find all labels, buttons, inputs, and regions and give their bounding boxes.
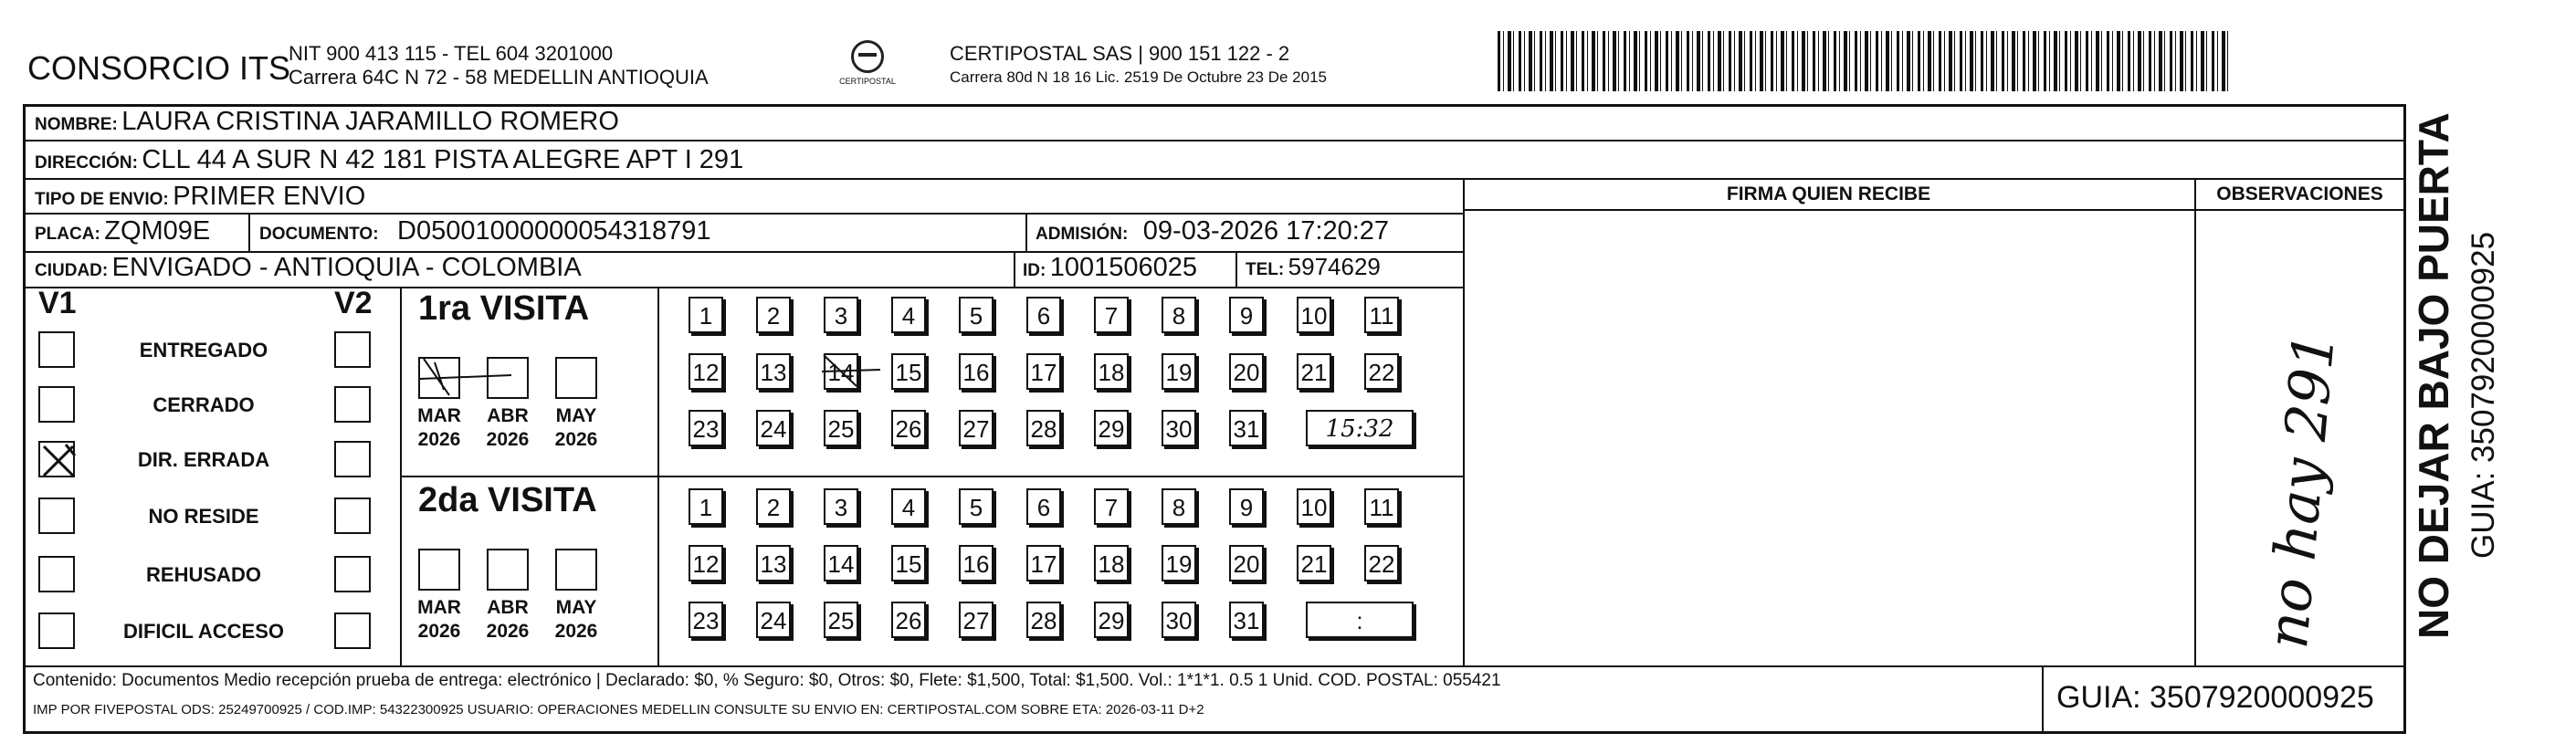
first-day-box[interactable]: 1 (689, 297, 723, 333)
first-day-box[interactable]: 20 (1229, 353, 1264, 390)
second-month-label: MAR 2026 (417, 597, 461, 642)
second-day-box[interactable]: 16 (959, 545, 994, 581)
first-day-box[interactable]: 23 (689, 410, 723, 446)
v1-checkbox[interactable] (38, 331, 75, 368)
id-row (1023, 253, 1197, 283)
second-visit-title: 2da VISITA (418, 481, 597, 519)
v1-checkbox[interactable] (38, 556, 75, 592)
company-name: CONSORCIO ITS (27, 49, 291, 87)
first-day-box[interactable]: 19 (1162, 353, 1196, 390)
address-line: Carrera 64C N 72 - 58 MEDELLIN ANTIOQUIA (289, 66, 709, 89)
v1-header: V1 (38, 286, 77, 320)
observation-note: no hay 291 (2254, 330, 2348, 652)
second-day-box[interactable]: 20 (1229, 545, 1264, 581)
first-day-box[interactable]: 28 (1026, 410, 1061, 446)
status-label: CERRADO (152, 393, 255, 416)
v1-checkbox[interactable] (38, 386, 75, 423)
second-day-box[interactable]: 1 (689, 488, 723, 525)
first-day-box[interactable]: 18 (1094, 353, 1129, 390)
nombre-value: LAURA CRISTINA JARAMILLO ROMERO (121, 107, 619, 136)
documento-row (259, 216, 711, 246)
direccion-row (35, 145, 743, 175)
tel-value: 5974629 (1288, 253, 1381, 280)
admision-label: ADMISIÓN: (1036, 225, 1129, 244)
first-day-box[interactable]: 9 (1229, 297, 1264, 333)
second-day-box[interactable]: 5 (959, 488, 994, 525)
certipostal-logo (831, 40, 904, 97)
second-day-box[interactable]: 4 (891, 488, 926, 525)
second-day-box[interactable]: 23 (689, 602, 723, 638)
first-day-box[interactable]: 13 (756, 353, 791, 390)
footer-print-info: IMP POR FIVEPOSTAL ODS: 25249700925 / COD.IMP: 54322300925 USUARIO: OPERACIONES MEDELLIN CONSULTE SU ENVIO EN: CERTIPOSTAL.COM SOBRE ETA: 2026-03-11 D+2 (33, 702, 1204, 717)
second-day-box[interactable]: 13 (756, 545, 791, 581)
v2-checkbox[interactable] (334, 386, 371, 423)
second-day-box[interactable]: 17 (1026, 545, 1061, 581)
first-day-box[interactable]: 11 (1364, 297, 1399, 333)
first-day-box[interactable]: 25 (824, 410, 858, 446)
barcode (1498, 31, 2228, 91)
second-day-box[interactable]: 22 (1364, 545, 1399, 581)
certipostal-address: Carrera 80d N 18 16 Lic. 2519 De Octubre 23 De 2015 (950, 68, 1327, 86)
first-day-box[interactable]: 15 (891, 353, 926, 390)
delivery-form (23, 104, 2406, 734)
check-mark-icon (40, 443, 77, 479)
v2-checkbox[interactable] (334, 331, 371, 368)
status-label: ENTREGADO (139, 339, 268, 361)
first-day-box[interactable]: 7 (1094, 297, 1129, 333)
second-day-box[interactable]: 25 (824, 602, 858, 638)
direccion-value: CLL 44 A SUR N 42 181 PISTA ALEGRE APT I 291 (142, 145, 744, 174)
second-day-box[interactable]: 26 (891, 602, 926, 638)
first-month-label: MAR 2026 (417, 405, 461, 450)
tel-label: TEL: (1246, 260, 1285, 279)
firma-header: FIRMA QUIEN RECIBE (1726, 183, 1931, 204)
nombre-label: NOMBRE: (35, 115, 118, 134)
first-day-box[interactable]: 2 (756, 297, 791, 333)
first-day-box[interactable]: 12 (689, 353, 723, 390)
status-label: REHUSADO (146, 563, 261, 586)
second-day-box[interactable]: 24 (756, 602, 791, 638)
second-day-box[interactable]: 27 (959, 602, 994, 638)
second-day-box[interactable]: 12 (689, 545, 723, 581)
v2-checkbox[interactable] (334, 613, 371, 649)
second-day-box[interactable]: 10 (1297, 488, 1331, 525)
admision-value: 09-03-2026 17:20:27 (1142, 216, 1390, 246)
v2-checkbox[interactable] (334, 556, 371, 592)
certipostal-line: CERTIPOSTAL SAS | 900 151 122 - 2 (950, 42, 1290, 65)
tipo-label: TIPO DE ENVIO: (35, 190, 169, 209)
v2-header: V2 (334, 286, 373, 320)
status-label: DIR. ERRADA (137, 448, 270, 471)
tel-row (1246, 253, 1381, 281)
second-day-box[interactable]: 19 (1162, 545, 1196, 581)
v2-checkbox[interactable] (334, 497, 371, 534)
second-day-box[interactable]: 2 (756, 488, 791, 525)
logo-text: CERTIPOSTAL (839, 77, 896, 86)
second-day-box[interactable]: 15 (891, 545, 926, 581)
second-month-box[interactable] (487, 549, 529, 591)
first-month-box[interactable] (418, 357, 460, 399)
strike-mark-icon (820, 350, 884, 395)
placa-row (35, 216, 210, 246)
first-day-box[interactable]: 10 (1297, 297, 1331, 333)
footer-content: Contenido: Documentos Medio recepción prueba de entrega: electrónico | Declarado: $0, % Seguro: $0, Otros: $0, Flete: $1,500, Total: $1,500. Vol.: 1*1*1. 0.5 1 Unid. COD. POSTAL: 055421 (33, 671, 1501, 690)
first-day-box[interactable]: 3 (824, 297, 858, 333)
second-day-box[interactable]: 6 (1026, 488, 1061, 525)
second-day-box[interactable]: 8 (1162, 488, 1196, 525)
first-visit-title: 1ra VISITA (418, 289, 590, 328)
first-day-box[interactable]: 6 (1026, 297, 1061, 333)
second-day-box[interactable]: 18 (1094, 545, 1129, 581)
id-label: ID: (1023, 261, 1046, 280)
first-day-box[interactable]: 22 (1364, 353, 1399, 390)
first-day-box[interactable]: 26 (891, 410, 926, 446)
tipo-row (35, 182, 365, 212)
first-time-box[interactable]: 15:32 (1306, 410, 1414, 446)
ciudad-row (35, 253, 582, 283)
second-day-box[interactable]: 21 (1297, 545, 1331, 581)
v1-checkbox[interactable] (38, 497, 75, 534)
first-day-box[interactable]: 27 (959, 410, 994, 446)
nombre-row (35, 107, 619, 137)
logo-icon (851, 40, 884, 73)
second-month-label: MAY 2026 (554, 597, 598, 642)
documento-label: DOCUMENTO: (259, 225, 379, 244)
first-day-box[interactable]: 8 (1162, 297, 1196, 333)
id-value: 1001506025 (1049, 253, 1198, 282)
first-day-box[interactable]: 14 (824, 353, 858, 390)
first-month-label: MAY 2026 (554, 405, 598, 450)
first-day-box[interactable]: 24 (756, 410, 791, 446)
second-day-box[interactable]: 31 (1229, 602, 1264, 638)
v2-checkbox[interactable] (334, 441, 371, 477)
first-month-box[interactable] (555, 357, 597, 399)
second-day-box[interactable]: 29 (1094, 602, 1129, 638)
placa-value: ZQM09E (104, 216, 211, 246)
second-day-box[interactable]: 28 (1026, 602, 1061, 638)
direccion-label: DIRECCIÓN: (35, 153, 138, 173)
second-day-box[interactable]: 9 (1229, 488, 1264, 525)
second-day-box[interactable]: 11 (1364, 488, 1399, 525)
placa-label: PLACA: (35, 225, 100, 244)
status-label: NO RESIDE (148, 505, 259, 528)
footer-guia: GUIA: 3507920000925 (2056, 680, 2374, 715)
admision-row (1036, 216, 1389, 246)
side-guia: GUIA: 3507920000925 (2466, 231, 2501, 559)
second-day-box[interactable]: 3 (824, 488, 858, 525)
no-dejar-warning: NO DEJAR BAJO PUERTA (2410, 112, 2457, 639)
v1-checkbox[interactable] (38, 441, 75, 477)
ciudad-label: CIUDAD: (35, 261, 109, 280)
certipostal-info (950, 42, 1327, 89)
second-month-box[interactable] (555, 549, 597, 591)
first-month-label: ABR 2026 (486, 405, 530, 450)
v1-checkbox[interactable] (38, 613, 75, 649)
observaciones-header: OBSERVACIONES (2216, 183, 2383, 204)
ciudad-value: ENVIGADO - ANTIOQUIA - COLOMBIA (111, 253, 582, 282)
second-day-box[interactable]: 7 (1094, 488, 1129, 525)
second-month-box[interactable] (418, 549, 460, 591)
first-day-box[interactable]: 5 (959, 297, 994, 333)
first-month-box[interactable] (487, 357, 529, 399)
tipo-value: PRIMER ENVIO (173, 182, 366, 211)
nit-line: NIT 900 413 115 - TEL 604 3201000 (289, 42, 614, 65)
second-month-label: ABR 2026 (486, 597, 530, 642)
documento-value: D05001000000054318791 (397, 216, 711, 246)
first-day-box[interactable]: 4 (891, 297, 926, 333)
first-day-box[interactable]: 30 (1162, 410, 1196, 446)
second-time-box[interactable]: : (1306, 602, 1414, 638)
second-day-box[interactable]: 14 (824, 545, 858, 581)
status-label: DIFICIL ACCESO (122, 620, 284, 643)
first-day-box[interactable]: 21 (1297, 353, 1331, 390)
first-day-box[interactable]: 29 (1094, 410, 1129, 446)
company-contact (289, 42, 709, 89)
first-day-box[interactable]: 17 (1026, 353, 1061, 390)
first-day-box[interactable]: 16 (959, 353, 994, 390)
first-day-box[interactable]: 31 (1229, 410, 1264, 446)
second-day-box[interactable]: 30 (1162, 602, 1196, 638)
